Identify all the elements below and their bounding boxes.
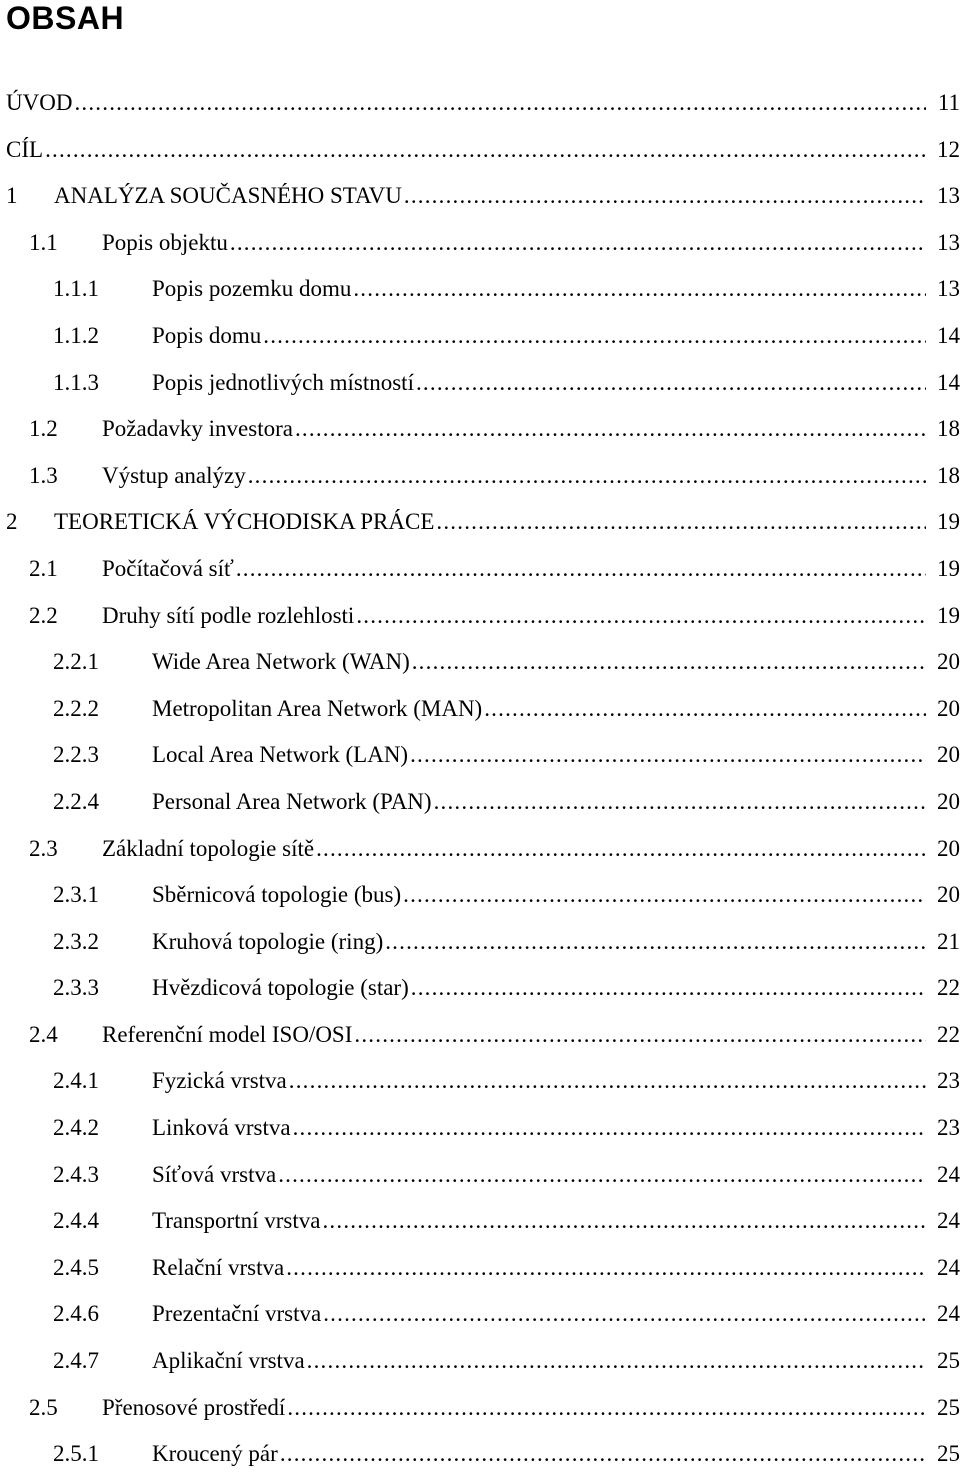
- toc-entry-title: Kruhová topologie (ring): [152, 928, 384, 954]
- toc-entry[interactable]: [0, 593, 960, 640]
- toc-entry-page-number: 23: [937, 1115, 960, 1141]
- dot-leader: [74, 80, 926, 126]
- toc-entry-number: 2.4.1: [53, 1068, 99, 1094]
- dot-leader: [484, 686, 926, 732]
- dot-leader: [295, 406, 926, 452]
- toc-entry-title: Kroucený pár: [152, 1441, 278, 1467]
- toc-entry-title: ÚVOD: [6, 90, 73, 115]
- toc-entry[interactable]: [0, 919, 960, 966]
- toc-entry[interactable]: [0, 546, 960, 593]
- toc-entry-number: 2.5.1: [53, 1441, 99, 1467]
- toc-entry[interactable]: [0, 872, 960, 919]
- toc-entry[interactable]: [0, 360, 960, 407]
- toc-entry[interactable]: [0, 1385, 960, 1432]
- toc-entry[interactable]: [0, 779, 960, 826]
- toc-entry-number: 2: [6, 509, 18, 535]
- toc-entry-title: Popis domu: [152, 322, 262, 348]
- toc-entry-title: Síťová vrstva: [152, 1161, 277, 1187]
- toc-entry-title: Linková vrstva: [152, 1115, 291, 1141]
- toc-entry-page-number: 25: [937, 1348, 960, 1374]
- toc-entry-number: 2.4.3: [53, 1161, 99, 1187]
- toc-entry[interactable]: [0, 732, 960, 779]
- dot-leader: [278, 1152, 926, 1198]
- toc-entry-number: 2.2: [29, 602, 58, 628]
- toc-entry[interactable]: [0, 266, 960, 313]
- toc-entry[interactable]: [0, 826, 960, 873]
- toc-entry-number: 2.4.7: [53, 1348, 99, 1374]
- dot-leader: [236, 546, 926, 592]
- dot-leader: [412, 639, 926, 685]
- toc-entry-page-number: 14: [937, 322, 960, 348]
- toc-entry[interactable]: [0, 220, 960, 267]
- toc-entry-title: ANALÝZA SOUČASNÉHO STAVU: [54, 183, 402, 209]
- toc-entry-number: 2.2.2: [53, 695, 99, 721]
- toc-entry-title: Metropolitan Area Network (MAN): [152, 695, 483, 721]
- toc-entry-title: Referenční model ISO/OSI: [102, 1021, 353, 1047]
- toc-entry-page-number: 19: [937, 555, 960, 581]
- toc-entry-number: 2.4.2: [53, 1115, 99, 1141]
- toc-entry-page-number: 19: [937, 602, 960, 628]
- toc-entry-number: 2.2.4: [53, 788, 99, 814]
- toc-entry[interactable]: [0, 80, 960, 127]
- toc-entry-title: Local Area Network (LAN): [152, 742, 409, 768]
- toc-entry-page-number: 20: [937, 649, 960, 675]
- toc-entry-page-number: 18: [937, 462, 960, 488]
- toc-entry-page-number: 13: [937, 183, 960, 209]
- toc-entry-number: 2.4.4: [53, 1208, 99, 1234]
- toc-entry-page-number: 22: [937, 975, 960, 1001]
- toc-entry-number: 1: [6, 183, 18, 209]
- toc-entry-title: Popis jednotlivých místností: [152, 369, 414, 395]
- toc-entry-title: Hvězdicová topologie (star): [152, 975, 409, 1001]
- toc-entry[interactable]: [0, 127, 960, 174]
- dot-leader: [385, 919, 926, 965]
- toc-entry-title: Základní topologie sítě: [102, 835, 315, 861]
- toc-entry[interactable]: [0, 406, 960, 453]
- dot-leader: [263, 313, 926, 359]
- toc-entry-title: Fyzická vrstva: [152, 1068, 287, 1094]
- toc-entry-page-number: 24: [937, 1301, 960, 1327]
- toc-entry-page-number: 11: [937, 90, 960, 115]
- toc-entry-title: TEORETICKÁ VÝCHODISKA PRÁCE: [54, 509, 435, 535]
- table-of-contents: [0, 80, 960, 1478]
- dot-leader: [403, 872, 926, 918]
- toc-entry-number: 2.3.1: [53, 882, 99, 908]
- toc-entry-title: Aplikační vrstva: [152, 1348, 305, 1374]
- toc-entry-page-number: 24: [937, 1161, 960, 1187]
- toc-entry-title: Druhy sítí podle rozlehlosti: [102, 602, 355, 628]
- toc-entry[interactable]: [0, 1245, 960, 1292]
- dot-leader: [434, 779, 926, 825]
- dot-leader: [45, 127, 926, 173]
- toc-entry-page-number: 12: [937, 136, 960, 162]
- toc-entry-page-number: 20: [937, 695, 960, 721]
- toc-entry-number: 2.4: [29, 1021, 58, 1047]
- toc-entry-page-number: 13: [937, 229, 960, 255]
- toc-entry-number: 1.1.3: [53, 369, 99, 395]
- toc-entry-page-number: 14: [937, 369, 960, 395]
- dot-leader: [293, 1105, 926, 1151]
- toc-entry[interactable]: [0, 686, 960, 733]
- toc-entry[interactable]: [0, 173, 960, 220]
- dot-leader: [323, 1291, 926, 1337]
- toc-entry-number: 1.1.1: [53, 276, 99, 302]
- toc-entry[interactable]: [0, 1012, 960, 1059]
- dot-leader: [289, 1058, 926, 1104]
- dot-leader: [416, 360, 926, 406]
- toc-entry-page-number: 20: [937, 882, 960, 908]
- toc-entry[interactable]: [0, 1152, 960, 1199]
- toc-entry[interactable]: [0, 639, 960, 686]
- dot-leader: [307, 1338, 926, 1384]
- toc-entry[interactable]: [0, 499, 960, 546]
- toc-entry-page-number: 18: [937, 416, 960, 442]
- dot-leader: [356, 593, 926, 639]
- dot-leader: [248, 453, 926, 499]
- toc-entry-title: Personal Area Network (PAN): [152, 788, 432, 814]
- toc-entry-number: 2.2.3: [53, 742, 99, 768]
- dot-leader: [353, 266, 926, 312]
- toc-entry[interactable]: [0, 1291, 960, 1338]
- toc-entry-title: Transportní vrstva: [152, 1208, 321, 1234]
- toc-entry-title: CÍL: [6, 136, 44, 162]
- toc-entry-title: Relační vrstva: [152, 1254, 285, 1280]
- toc-entry-title: Wide Area Network (WAN): [152, 649, 410, 675]
- toc-entry-page-number: 20: [937, 835, 960, 861]
- toc-entry-number: 1.1.2: [53, 322, 99, 348]
- toc-entry-number: 2.1: [29, 555, 58, 581]
- toc-entry-number: 2.3.2: [53, 928, 99, 954]
- toc-entry-title: Výstup analýzy: [102, 462, 246, 488]
- toc-entry-number: 2.2.1: [53, 649, 99, 675]
- toc-entry-page-number: 20: [937, 742, 960, 768]
- toc-entry-title: Sběrnicová topologie (bus): [152, 882, 402, 908]
- toc-entry-page-number: 19: [937, 509, 960, 535]
- toc-entry-page-number: 24: [937, 1254, 960, 1280]
- dot-leader: [230, 220, 926, 266]
- toc-entry-title: Popis pozemku domu: [152, 276, 352, 302]
- dot-leader: [410, 732, 926, 778]
- toc-entry[interactable]: [0, 453, 960, 500]
- toc-entry[interactable]: [0, 313, 960, 360]
- toc-entry[interactable]: [0, 1058, 960, 1105]
- toc-entry[interactable]: [0, 1338, 960, 1385]
- toc-entry-page-number: 25: [937, 1441, 960, 1467]
- dot-leader: [322, 1198, 926, 1244]
- toc-entry[interactable]: [0, 1198, 960, 1245]
- page-title: OBSAH: [6, 0, 125, 36]
- dot-leader: [354, 1012, 926, 1058]
- toc-entry[interactable]: [0, 1431, 960, 1478]
- dot-leader: [411, 965, 926, 1011]
- dot-leader: [286, 1245, 926, 1291]
- toc-entry-number: 2.5: [29, 1394, 58, 1420]
- toc-entry-title: Počítačová síť: [102, 555, 234, 581]
- toc-entry-number: 1.2: [29, 416, 58, 442]
- toc-entry-number: 2.3.3: [53, 975, 99, 1001]
- toc-entry-title: Popis objektu: [102, 229, 228, 255]
- toc-entry-page-number: 22: [937, 1021, 960, 1047]
- dot-leader: [404, 173, 926, 219]
- toc-entry-page-number: 25: [937, 1394, 960, 1420]
- dot-leader: [316, 826, 926, 872]
- toc-entry[interactable]: [0, 965, 960, 1012]
- toc-entry-number: 1.3: [29, 462, 58, 488]
- toc-entry-title: Přenosové prostředí: [102, 1394, 286, 1420]
- toc-entry-page-number: 23: [937, 1068, 960, 1094]
- toc-entry-page-number: 21: [937, 928, 960, 954]
- toc-entry-number: 2.4.6: [53, 1301, 99, 1327]
- dot-leader: [287, 1385, 926, 1431]
- toc-entry-number: 2.3: [29, 835, 58, 861]
- dot-leader: [436, 499, 926, 545]
- toc-entry-number: 2.4.5: [53, 1254, 99, 1280]
- dot-leader: [280, 1431, 926, 1477]
- toc-entry-page-number: 20: [937, 788, 960, 814]
- toc-entry[interactable]: [0, 1105, 960, 1152]
- toc-entry-title: Prezentační vrstva: [152, 1301, 322, 1327]
- toc-entry-page-number: 13: [937, 276, 960, 302]
- toc-entry-title: Požadavky investora: [102, 416, 293, 442]
- toc-entry-number: 1.1: [29, 229, 58, 255]
- toc-entry-page-number: 24: [937, 1208, 960, 1234]
